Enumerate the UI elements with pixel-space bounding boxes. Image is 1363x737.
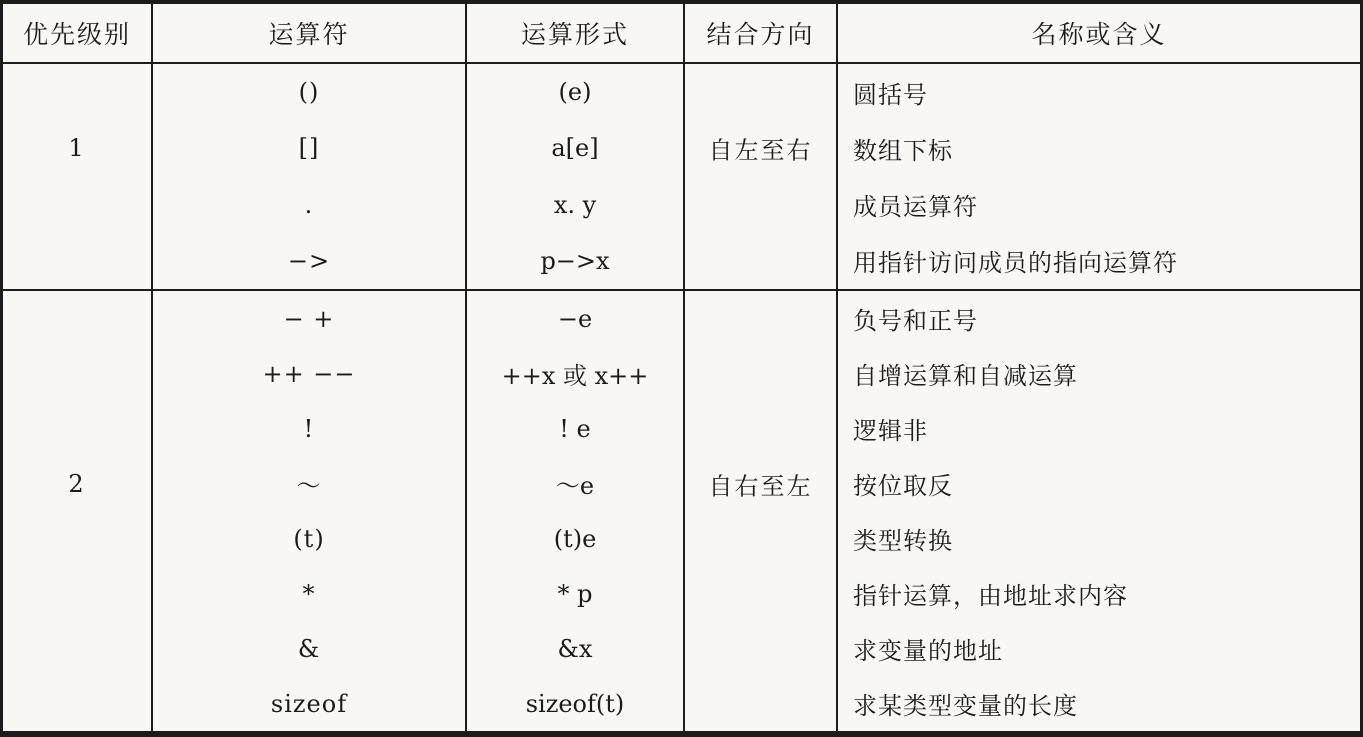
operator: () <box>298 78 320 107</box>
operation-form: a[e] <box>551 134 599 163</box>
operation-form: −e <box>557 304 593 333</box>
column-header-form: 运算形式 <box>467 4 685 62</box>
associativity-direction: 自右至左 <box>708 472 813 500</box>
meaning: 指针运算，由地址求内容 <box>853 582 1128 610</box>
meaning: 用指针访问成员的指向运算符 <box>853 249 1178 278</box>
operator: ～ <box>296 472 322 500</box>
associativity-cell <box>685 291 838 731</box>
operation-form: (t)e <box>553 524 597 553</box>
operator: (t) <box>293 524 325 553</box>
operation-form: &x <box>557 634 593 663</box>
operation-form: * p <box>557 579 593 608</box>
meaning: 求某类型变量的长度 <box>853 692 1078 720</box>
meaning: 自增运算和自减运算 <box>853 362 1078 390</box>
operator: . <box>304 190 314 219</box>
operation-form: p−>x <box>540 246 610 275</box>
associativity-direction: 自左至右 <box>708 136 813 165</box>
meaning: 逻辑非 <box>853 417 928 445</box>
meaning-cell <box>838 291 1360 731</box>
meaning: 圆括号 <box>853 80 928 109</box>
operator: & <box>297 634 321 663</box>
operation-form: ! e <box>559 414 591 443</box>
meaning: 求变量的地址 <box>853 637 1003 665</box>
operator: sizeof <box>270 689 348 718</box>
operation-form: ～e <box>555 472 595 500</box>
column-header-priority: 优先级别 <box>3 4 153 62</box>
priority-cell <box>3 64 153 289</box>
meaning: 成员运算符 <box>853 193 978 222</box>
operation-form: (e) <box>558 78 592 107</box>
table-header-row <box>3 4 1360 64</box>
operator-cell <box>153 64 467 289</box>
meaning-cell <box>838 64 1360 289</box>
operator: − + <box>283 304 335 333</box>
operator: ! <box>303 414 315 443</box>
column-header-meaning: 名称或含义 <box>1031 20 1167 49</box>
priority-level: 1 <box>68 134 86 163</box>
operator: ++ −− <box>262 359 356 388</box>
priority-group-1 <box>3 64 1360 291</box>
priority-cell <box>3 291 153 731</box>
operator: * <box>302 579 316 608</box>
associativity-cell <box>685 64 838 289</box>
operation-form: sizeof(t) <box>525 689 625 718</box>
operator-cell <box>153 291 467 731</box>
form-cell <box>467 64 685 289</box>
meaning: 类型转换 <box>853 527 953 555</box>
priority-level: 2 <box>68 469 86 498</box>
operation-form: ++x 或 x++ <box>501 362 649 390</box>
operation-form: x. y <box>553 190 597 219</box>
priority-group-2 <box>3 291 1360 731</box>
operator: −> <box>287 246 331 275</box>
meaning: 按位取反 <box>853 472 953 500</box>
operator: [] <box>298 134 320 163</box>
form-cell <box>467 291 685 731</box>
meaning: 负号和正号 <box>853 307 978 335</box>
column-header-associativity: 结合方向 <box>685 4 838 62</box>
meaning: 数组下标 <box>853 136 953 165</box>
column-header-operator: 运算符 <box>153 4 467 62</box>
